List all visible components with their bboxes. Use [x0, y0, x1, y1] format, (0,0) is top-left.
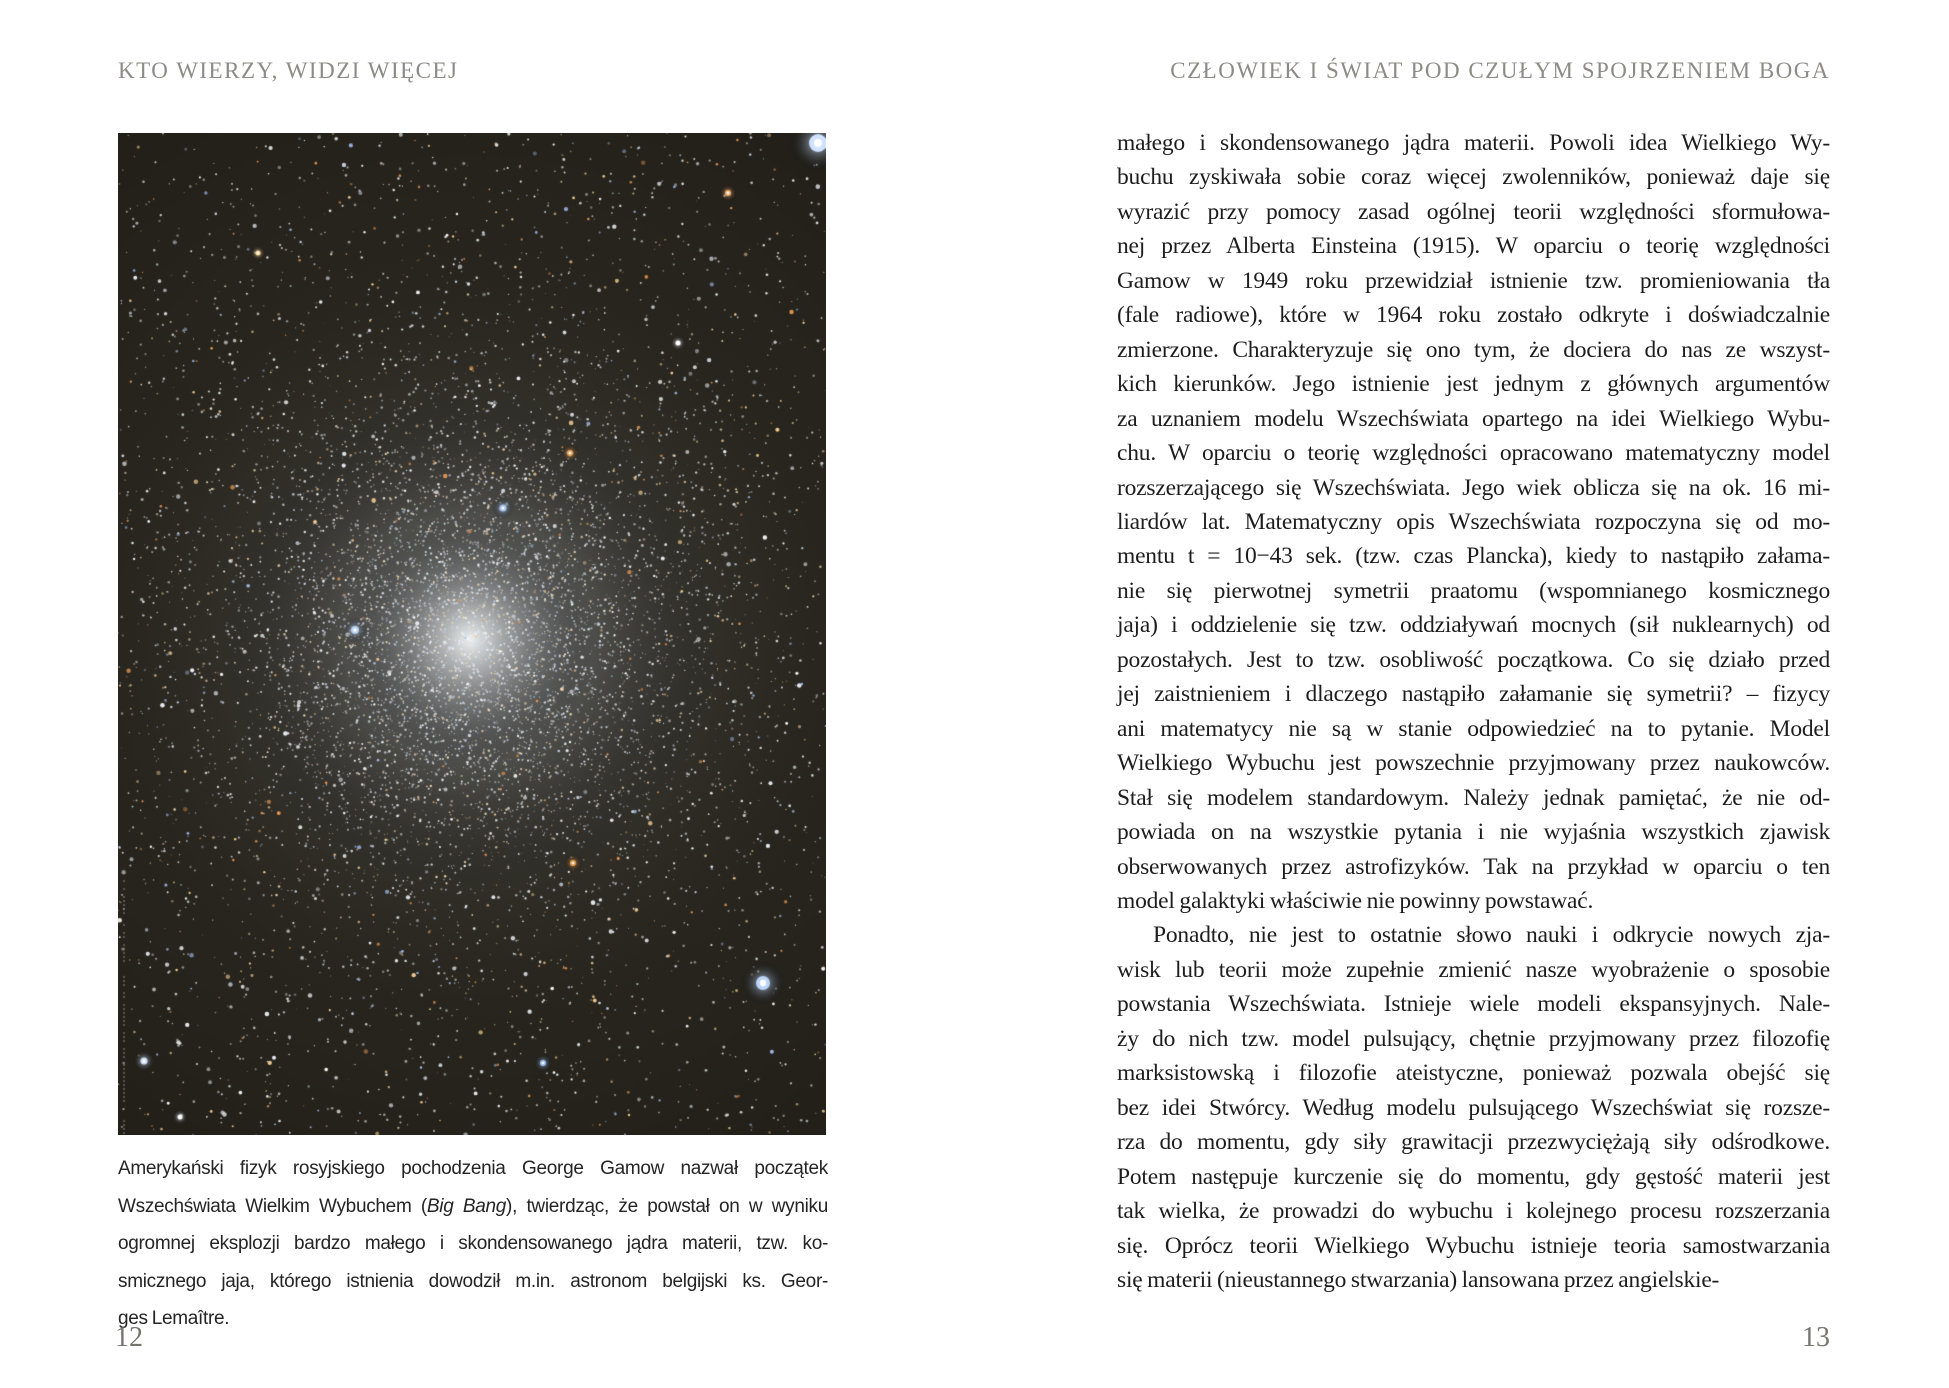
body-line: ani matematycy nie są w stanie odpowiedzieć na to pytanie. Model — [1117, 715, 1830, 742]
body-line: tak wielka, że prowadzi do wybuchu i kolejnego procesu rozszerzania — [1117, 1198, 1830, 1225]
cluster-photo-canvas — [118, 133, 826, 1135]
body-line: rza do momentu, gdy siły grawitacji przezwyciężają siły odśrodkowe. — [1117, 1129, 1830, 1156]
right-running-head: CZŁOWIEK I ŚWIAT POD CZUŁYM SPOJRZENIEM BOGA — [1170, 58, 1830, 83]
caption-line — [118, 1263, 828, 1301]
body-line: mentu t = 10−43 sek. (tzw. czas Plancka), kiedy to nastąpiło załama- — [1117, 543, 1830, 570]
page-number-left: 12 — [115, 1322, 143, 1353]
body-line: kich kierunków. Jego istnienie jest jednym z głównych argumentów — [1117, 371, 1830, 398]
body-line: nej przez Alberta Einsteina (1915). W oparciu o teorię względności — [1117, 233, 1830, 260]
caption-line — [118, 1150, 828, 1188]
cluster-photo — [118, 133, 826, 1135]
photo-caption — [118, 1150, 828, 1338]
body-line: chu. W oparciu o teorię względności opracowano matematyczny model — [1117, 440, 1830, 467]
body-line: nie się pierwotnej symetrii praatomu (wspomnianego kosmicznego — [1117, 577, 1830, 604]
page-number-right: 13 — [1802, 1322, 1830, 1353]
caption-line — [118, 1188, 828, 1226]
body-line: bez idei Stwórcy. Według modelu pulsującego Wszechświat się rozsze- — [1117, 1094, 1830, 1121]
body-line: wisk lub teorii może zupełnie zmienić nasze wyobrażenie o sposobie — [1117, 956, 1830, 983]
body-line: Wielkiego Wybuchu jest powszechnie przyjmowany przez naukowców. — [1117, 750, 1830, 777]
body-line: liardów lat. Matematyczny opis Wszechświata rozpoczyna się od mo- — [1117, 508, 1830, 535]
body-line: jej zaistnieniem i dlaczego nastąpiło załamanie się symetrii? – fizycy — [1117, 681, 1830, 708]
caption-segment: ), twierdząc, że powstał on w wyniku — [506, 1195, 828, 1217]
body-line: jaja) i oddzielenie się tzw. oddziaływań mocnych (sił nuklearnych) od — [1117, 612, 1830, 639]
body-line: ży do nich tzw. model pulsujący, chętnie przyjmowany przez filozofię — [1117, 1025, 1830, 1052]
body-line: Potem następuje kurczenie się do momentu, gdy gęstość materii jest — [1117, 1163, 1830, 1190]
caption-segment: Wszechświata Wielkim Wybuchem ( — [118, 1195, 427, 1217]
body-line: obserwowanych przez astrofizyków. Tak na przykład w oparciu o ten — [1117, 853, 1830, 880]
caption-segment: smicznego jaja, którego istnienia dowodził m.in. astronom belgijski ks. Geor- — [118, 1270, 828, 1292]
body-line: małego i skondensowanego jądra materii. Powoli idea Wielkiego Wy- — [1117, 130, 1830, 156]
body-line: (fale radiowe), które w 1964 roku zostało odkryte i doświadczalnie — [1117, 302, 1830, 329]
body-line: Gamow w 1949 roku przewidział istnienie tzw. promieniowania tła — [1117, 267, 1830, 294]
body-line: pozostałych. Jest to tzw. osobliwość początkowa. Co się działo przed — [1117, 646, 1830, 673]
caption-line — [118, 1300, 828, 1338]
body-line: wyrazić przy pomocy zasad ogólnej teorii względności sformułowa- — [1117, 198, 1830, 225]
body-line: rozszerzającego się Wszechświata. Jego wiek oblicza się na ok. 16 mi- — [1117, 474, 1830, 501]
body-line: model galaktyki właściwie nie powinny powstawać. — [1117, 887, 1594, 914]
caption-segment: ogromnej eksplozji bardzo małego i skondensowanego jądra materii, tzw. ko- — [118, 1233, 828, 1254]
body-text — [1117, 126, 1830, 1297]
body-line: Stał się modelem standardowym. Należy jednak pamiętać, że nie od- — [1117, 784, 1830, 811]
body-line: powiada on na wszystkie pytania i nie wyjaśnia wszystkich zjawisk — [1117, 819, 1830, 846]
caption-segment: Amerykański fizyk rosyjskiego pochodzenia George Gamow nazwał początek — [118, 1158, 828, 1179]
body-line: powstania Wszechświata. Istnieje wiele modeli ekspansyjnych. Nale- — [1117, 991, 1830, 1018]
body-line: się materii (nieustannego stwarzania) lansowana przez angielskie- — [1117, 1266, 1720, 1293]
caption-italic-segment: Big Bang — [426, 1195, 507, 1217]
body-line: za uznaniem modelu Wszechświata opartego na idei Wielkiego Wybu- — [1117, 405, 1830, 432]
caption-line — [118, 1225, 828, 1263]
body-line: się. Oprócz teorii Wielkiego Wybuchu istnieje teoria samostwarzania — [1117, 1232, 1830, 1259]
body-line: marksistowską i filozofie ateistyczne, ponieważ pozwala obejść się — [1117, 1060, 1830, 1087]
left-running-head: KTO WIERZY, WIDZI WIĘCEJ — [118, 58, 459, 83]
body-line: zmierzone. Charakteryzuje się ono tym, że dociera do nas ze wszyst- — [1117, 336, 1830, 363]
body-line: buchu zyskiwała sobie coraz więcej zwolenników, ponieważ daje się — [1117, 164, 1830, 191]
caption-segment: ges Lemaître. — [118, 1308, 230, 1329]
body-line: Ponadto, nie jest to ostatnie słowo nauki i odkrycie nowych zja- — [1153, 922, 1830, 949]
